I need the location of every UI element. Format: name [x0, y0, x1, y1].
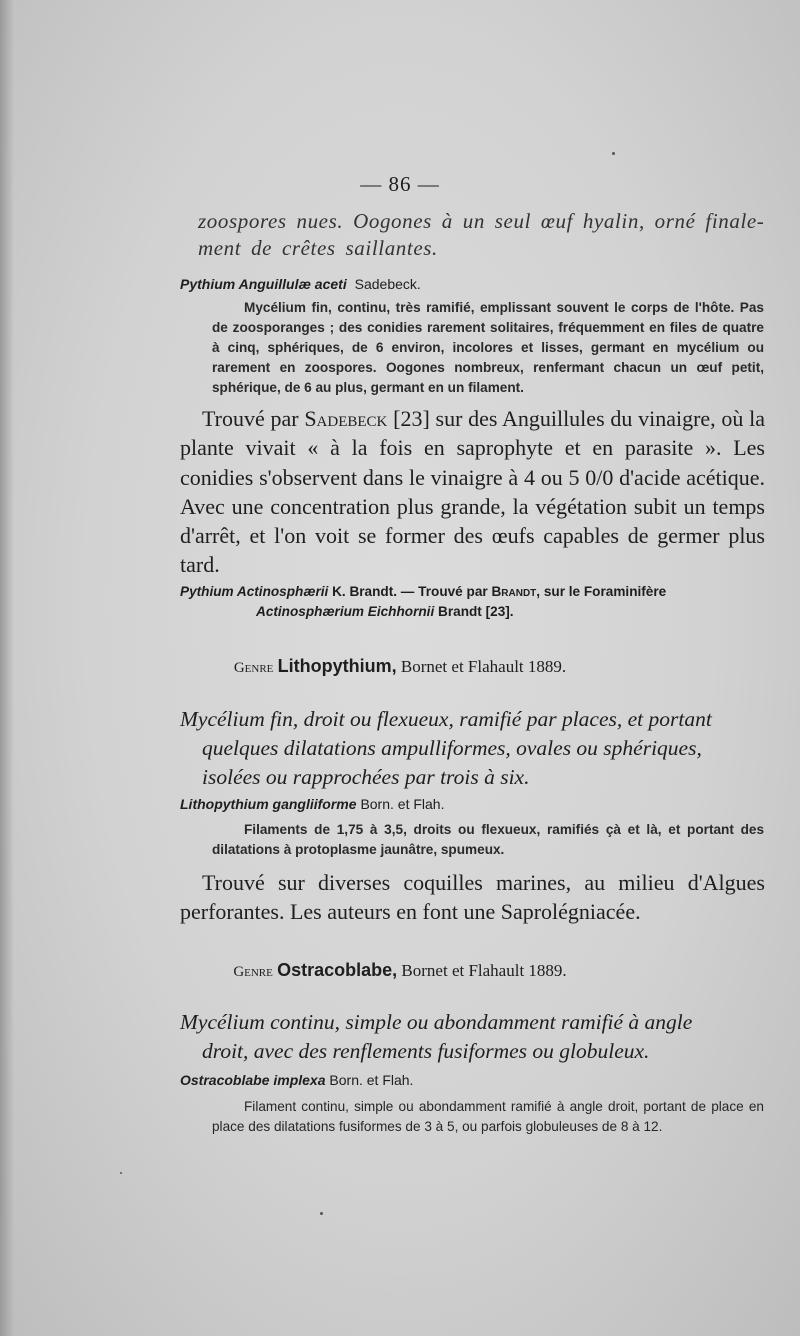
species-heading-lithopythium: [180, 796, 765, 812]
intro-diagnosis-line-2: ment de crêtes saillantes.: [198, 236, 438, 260]
species-heading-pythium-aceti: [180, 276, 765, 292]
species-pythium-actinosphaerii: Pythium Actinosphærii K. Brandt. — Trouvé par Brandt, sur le Foraminifère Actinosphærium Eichhornii Brandt [23].: [180, 584, 667, 619]
species-author: Born. et Flah.: [329, 1072, 414, 1088]
species-name: Lithopythium gangliiforme: [180, 796, 357, 812]
genus-name: Ostracoblabe,: [277, 960, 398, 980]
page-number: — 86 —: [360, 172, 440, 196]
species-description-ostracoblabe: Filament continu, simple ou abondamment ramifié à angle droit, portant de place en place des dilatations fusiformes de 3 à 5, ou parfois globuleuses de 8 à 12.: [212, 1099, 764, 1134]
intro-diagnosis: [198, 208, 768, 262]
note-rest: [23] sur des Anguillules du vinaigre, où la plante vivait « à la fois en saprophyte et en parasite ». Les conidies s'observent dans le vinaigre à 4 ou 5 0/0 d'acide acétique. Avec une concentration plus grande, la végétation subit un temps d'arrêt, et l'on voit se former des œufs capables de germer plus tard.: [180, 406, 765, 578]
scan-speck: [612, 152, 615, 155]
note-start: Trouvé par: [202, 406, 299, 431]
host-name: Actinosphærium Eichhornii: [256, 604, 435, 619]
diagnosis-ostracoblabe: Mycélium continu, simple ou abondamment ramifié à angle droit, avec des renflements fusiformes ou globuleux.: [180, 1010, 693, 1063]
species-heading-ostracoblabe: [180, 1072, 765, 1088]
scan-speck: [320, 1212, 323, 1215]
genus-heading-lithopythium: Genre Lithopythium, Bornet et Flahault 1889.: [233, 656, 567, 676]
note-pythium-aceti: [180, 404, 765, 580]
scan-speck: [120, 1172, 122, 1174]
genus-name: Lithopythium,: [277, 656, 397, 676]
note-lithopythium: Trouvé sur diverses coquilles marines, au milieu d'Algues perforantes. Les auteurs en font une Saprolégniacée.: [180, 870, 765, 925]
species-name: Pythium Anguillulæ aceti: [180, 276, 347, 292]
intro-diagnosis-line-1: zoospores nues. Oogones à un seul œuf hyalin, orné finale-: [198, 209, 765, 233]
species-author: Born. et Flah.: [360, 796, 445, 812]
species-description-pythium-aceti: Mycélium fin, continu, très ramifié, emplissant souvent le corps de l'hôte. Pas de zoosporanges ; des conidies rarement solitaires, fréquemment en files de quatre à cinq, sphériques, de 6 environ, incolores et lisses, germant en mycélium ou rarement en zoospores. Oogones nombreux, renfermant chacun un œuf petit, sphérique, de 6 au plus, germant en un filament.: [212, 300, 764, 395]
note-author: Sadebeck: [304, 406, 388, 431]
species-name: Pythium Actinosphærii: [180, 584, 329, 599]
genus-heading-ostracoblabe: Genre Ostracoblabe, Bornet et Flahault 1889.: [233, 960, 567, 980]
diagnosis-lithopythium: Mycélium fin, droit ou flexueux, ramifié par places, et portant quelques dilatations ampulliformes, ovales ou sphériques, isolées ou rapprochées par trois à six.: [180, 707, 712, 789]
species-author: Sadebeck.: [354, 276, 421, 292]
species-name: Ostracoblabe implexa: [180, 1072, 326, 1088]
species-description-lithopythium: Filaments de 1,75 à 3,5, droits ou flexueux, ramifiés çà et là, et portant des dilatations à protoplasme jaunâtre, spumeux.: [212, 822, 764, 857]
